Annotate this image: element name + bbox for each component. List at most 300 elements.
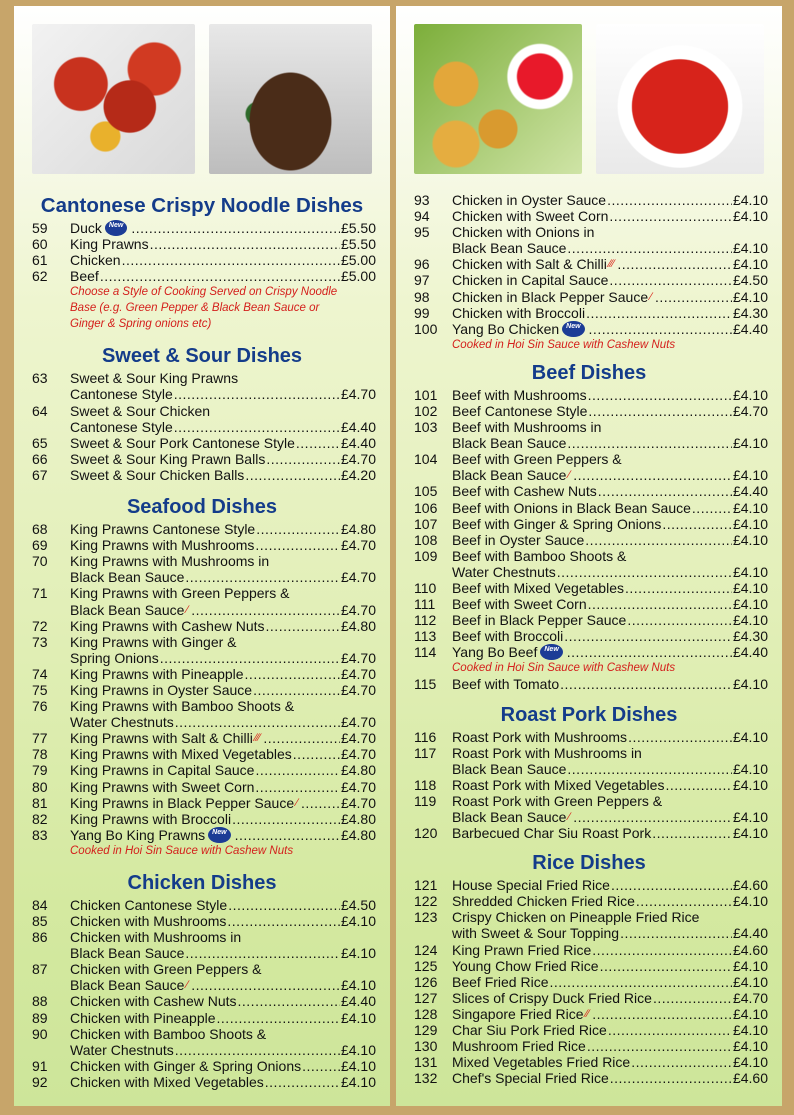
leader-dots: [567, 435, 732, 451]
item-number: 98: [414, 288, 430, 305]
item-price: £4.10: [732, 612, 768, 629]
menu-item: [410, 192, 768, 208]
item-list: [410, 192, 768, 337]
item-name: Mixed Vegetables Fried Rice: [452, 1054, 631, 1071]
item-line: [70, 762, 376, 778]
menu-item: [410, 272, 768, 288]
item-body: [452, 224, 768, 256]
item-line: [70, 1010, 376, 1026]
chilli-icon: ∕∕∕: [254, 732, 261, 745]
item-line: [452, 893, 768, 909]
item-number: 118: [414, 776, 437, 793]
item-price: £4.70: [732, 989, 768, 1006]
item-price: £4.40: [340, 993, 376, 1010]
item-body: [70, 961, 376, 993]
item-body: [70, 682, 376, 698]
item-price: £4.10: [732, 676, 768, 693]
item-price: £4.10: [732, 499, 768, 516]
leader-dots: [185, 569, 340, 585]
item-number: 77: [32, 730, 48, 747]
menu-item: [28, 403, 376, 435]
item-name: Sweet & Sour Chicken: [70, 402, 211, 419]
section-title: Beef Dishes: [531, 361, 647, 384]
menu-item: [28, 961, 376, 993]
menu-item: [410, 990, 768, 1006]
item-price: £4.10: [732, 531, 768, 548]
leader-dots: [609, 272, 732, 288]
menu-item: [28, 762, 376, 778]
item-price: £4.10: [732, 192, 768, 208]
item-name: Mushroom Fried Rice: [452, 1038, 586, 1055]
menu-item: [410, 644, 768, 660]
item-line: [70, 386, 376, 402]
item-number: 112: [414, 612, 437, 629]
item-body: [452, 612, 768, 628]
item-line: [452, 877, 768, 893]
item-body: [452, 321, 768, 337]
new-badge: New: [562, 321, 584, 337]
item-price: £4.70: [340, 386, 376, 403]
item-line: [70, 929, 376, 945]
item-line: [70, 961, 376, 977]
menu-item: [410, 596, 768, 612]
item-price: £4.10: [732, 760, 768, 777]
item-body: [70, 929, 376, 961]
menu-item: [28, 435, 376, 451]
item-price: £4.70: [340, 649, 376, 666]
chilli-icon: ∕∕: [585, 1007, 590, 1020]
menu-item: [28, 553, 376, 585]
item-price: £4.80: [340, 521, 376, 538]
item-name: King Prawns with Ginger &: [70, 633, 237, 650]
item-line: [452, 321, 768, 337]
menu-item: [410, 224, 768, 256]
item-price: £4.40: [340, 434, 376, 451]
leader-dots: [217, 1010, 340, 1026]
item-number: 61: [32, 252, 48, 269]
menu-item: [410, 825, 768, 841]
item-number: 62: [32, 268, 48, 285]
item-line: [452, 1054, 768, 1070]
leader-dots: [588, 403, 732, 419]
item-body: [452, 387, 768, 403]
item-number: 110: [414, 579, 437, 596]
item-number: 115: [414, 676, 437, 693]
menu-item: [28, 1058, 376, 1074]
item-line: [70, 370, 376, 386]
item-price: £4.70: [340, 665, 376, 682]
leader-dots: [227, 913, 340, 929]
item-number: 131: [414, 1054, 438, 1071]
item-name: Beef Cantonese Style: [452, 402, 588, 419]
item-line: [452, 958, 768, 974]
note-line: Ginger & Spring onions etc): [70, 318, 212, 331]
item-number: 86: [32, 929, 48, 946]
item-name: Crispy Chicken on Pineapple Fried Rice: [452, 909, 700, 926]
item-line: [70, 602, 376, 618]
item-body: [452, 289, 768, 305]
menu-item: [410, 289, 768, 305]
menu-item: [28, 811, 376, 827]
chilli-icon: ∕∕∕: [608, 258, 615, 271]
item-number: 102: [414, 402, 438, 419]
item-body: [70, 268, 376, 284]
menu-item: [28, 451, 376, 467]
item-number: 72: [32, 617, 48, 634]
item-list: [410, 387, 768, 661]
menu-item: [410, 909, 768, 941]
item-number: 68: [32, 521, 48, 538]
menu-item: [28, 1074, 376, 1090]
leader-dots: [585, 532, 732, 548]
item-line: [452, 1006, 768, 1022]
item-price: £4.80: [340, 762, 376, 779]
item-name: King Prawns with Sweet Corn: [70, 778, 255, 795]
menu-item: [410, 208, 768, 224]
leader-dots: [592, 1006, 732, 1022]
item-line: [452, 990, 768, 1006]
item-price: £4.10: [340, 913, 376, 929]
item-line: [70, 220, 376, 236]
leader-dots: [598, 483, 732, 499]
item-number: 100: [414, 320, 438, 337]
menu-item: [28, 585, 376, 617]
item-line: [452, 272, 768, 288]
item-price: £4.10: [732, 515, 768, 532]
item-body: [70, 236, 376, 252]
new-badge: New: [105, 220, 127, 236]
leader-dots: [607, 192, 732, 208]
leader-dots: [631, 1054, 732, 1070]
item-line: [452, 596, 768, 612]
menu-item: [28, 1026, 376, 1058]
item-price: £4.60: [732, 941, 768, 958]
item-name: King Prawns with Mixed Vegetables: [70, 746, 292, 763]
item-name: Water Chestnuts: [70, 1041, 174, 1058]
item-price: £4.10: [732, 579, 768, 596]
item-number: 106: [414, 499, 438, 516]
item-body: [452, 676, 768, 692]
item-line: [452, 793, 768, 809]
item-body: [452, 532, 768, 548]
item-body: [452, 1006, 768, 1022]
menu-item: [28, 795, 376, 811]
item-line: [70, 993, 376, 1009]
menu-item: [28, 779, 376, 795]
item-body: [70, 252, 376, 268]
leader-dots: [655, 289, 732, 305]
item-price: £4.10: [732, 1022, 768, 1039]
item-number: 89: [32, 1009, 48, 1026]
item-body: [70, 553, 376, 585]
item-number: 129: [414, 1022, 438, 1039]
item-price: £4.50: [732, 272, 768, 289]
menu-item: [410, 628, 768, 644]
menu-item: [410, 451, 768, 483]
item-body: [452, 596, 768, 612]
item-line: [70, 827, 376, 843]
item-name: King Prawns with Green Peppers &: [70, 585, 290, 602]
item-name: Beef with Mixed Vegetables: [452, 579, 624, 596]
item-name: Chicken with Broccoli: [452, 304, 586, 321]
item-name: Chef's Special Fried Rice: [452, 1070, 609, 1087]
leader-dots: [588, 387, 732, 403]
menu-item: [28, 370, 376, 402]
leader-dots: [589, 321, 732, 337]
item-body: [452, 974, 768, 990]
item-number: 66: [32, 450, 48, 467]
leader-dots: [228, 897, 340, 913]
leader-dots: [588, 596, 732, 612]
leader-dots: [263, 730, 340, 746]
item-price: £4.10: [732, 728, 768, 745]
item-body: [70, 795, 376, 811]
item-name: Beef with Broccoli: [452, 628, 564, 645]
item-name: Chicken with Cashew Nuts: [70, 993, 237, 1010]
item-body: [452, 500, 768, 516]
section-title: Seafood Dishes: [126, 496, 278, 519]
leader-dots: [191, 602, 340, 618]
item-name: Sweet & Sour Chicken Balls: [70, 466, 245, 483]
item-body: [70, 585, 376, 617]
item-line: [452, 192, 768, 208]
item-name: Roast Pork with Green Peppers &: [452, 792, 663, 809]
leader-dots: [265, 1074, 340, 1090]
item-name: Black Bean Sauce: [452, 809, 567, 825]
item-line: [452, 289, 768, 305]
leader-dots: [609, 208, 732, 224]
leader-dots: [301, 795, 340, 811]
item-price: £4.70: [340, 681, 376, 698]
item-line: [70, 977, 376, 993]
item-name: King Prawns with Salt & Chilli: [70, 730, 253, 747]
item-name: Beef Fried Rice: [452, 973, 549, 990]
item-price: £4.10: [340, 945, 376, 962]
item-price: £4.10: [340, 1009, 376, 1026]
item-price: £4.40: [732, 483, 768, 500]
item-number: 114: [414, 644, 437, 661]
leader-dots: [293, 746, 340, 762]
item-name: Slices of Crispy Duck Fried Rice: [452, 989, 652, 1006]
menu-item: [410, 256, 768, 272]
chilli-icon: ∕: [650, 290, 652, 303]
item-line: [70, 811, 376, 827]
item-name: King Prawns with Mushrooms in: [70, 553, 270, 570]
item-number: 76: [32, 698, 48, 715]
item-name: Beef with Bamboo Shoots &: [452, 547, 627, 564]
item-line: [452, 467, 768, 483]
section-sweet-sour: [28, 342, 376, 483]
item-name: Beef with Onions in Black Bean Sauce: [452, 499, 691, 516]
leader-dots: [296, 435, 340, 451]
item-number: 96: [414, 256, 430, 273]
item-line: [70, 1058, 376, 1074]
item-line: [452, 761, 768, 777]
item-price: £4.10: [732, 1038, 768, 1055]
item-line: [452, 532, 768, 548]
menu-item: [28, 913, 376, 929]
item-line: [452, 403, 768, 419]
item-number: 59: [32, 220, 48, 236]
leader-dots: [232, 811, 340, 827]
item-name: Chicken with Bamboo Shoots &: [70, 1025, 267, 1042]
leader-dots: [636, 893, 732, 909]
leader-dots: [175, 714, 340, 730]
item-body: [452, 990, 768, 1006]
chicken-balls-photo: [414, 24, 582, 174]
item-body: [452, 909, 768, 941]
item-line: [452, 256, 768, 272]
item-name: Beef: [70, 268, 99, 285]
item-line: [452, 942, 768, 958]
item-body: [70, 1010, 376, 1026]
item-line: [70, 714, 376, 730]
sweet-sour-chicken-photo: [596, 24, 764, 174]
item-body: [70, 811, 376, 827]
item-name: Beef with Mushrooms in: [452, 419, 602, 436]
menu-item: [410, 321, 768, 337]
item-line: [452, 451, 768, 467]
leader-dots: [175, 1042, 340, 1058]
menu-item: [410, 483, 768, 499]
item-name: Water Chestnuts: [452, 563, 556, 580]
leader-dots: [302, 1058, 340, 1074]
item-line: [452, 500, 768, 516]
item-list: [410, 877, 768, 1086]
item-name: House Special Fried Rice: [452, 877, 610, 894]
leader-dots: [238, 993, 340, 1009]
section-note: [28, 843, 376, 859]
item-body: [70, 827, 376, 843]
menu-item: [28, 1010, 376, 1026]
item-name: Black Bean Sauce: [70, 601, 185, 618]
item-body: [452, 1038, 768, 1054]
menu-item: [410, 1054, 768, 1070]
item-line: [452, 419, 768, 435]
menu-item: [410, 532, 768, 548]
item-number: 81: [32, 794, 48, 811]
item-number: 124: [414, 941, 438, 958]
item-name: Roast Pork with Mixed Vegetables: [452, 776, 665, 793]
item-name: Cantonese Style: [70, 386, 173, 403]
item-line: [70, 1074, 376, 1090]
leader-dots: [245, 467, 340, 483]
item-list-after: [410, 676, 768, 692]
menu-item: [28, 220, 376, 236]
leader-dots: [185, 945, 340, 961]
item-number: 91: [32, 1057, 48, 1074]
item-price: £4.10: [732, 386, 768, 403]
note-line: Cooked in Hoi Sin Sauce with Cashew Nuts: [452, 338, 676, 351]
item-body: [70, 521, 376, 537]
item-price: £4.40: [732, 644, 768, 661]
item-name: Chicken Cantonese Style: [70, 896, 228, 913]
item-number: 63: [32, 370, 48, 387]
section-chicken: [28, 869, 376, 1090]
chilli-icon: ∕: [296, 796, 298, 809]
item-name: Chicken in Oyster Sauce: [452, 192, 607, 208]
item-number: 119: [414, 792, 437, 809]
item-price: £4.10: [732, 825, 768, 842]
item-body: [452, 256, 768, 272]
item-name: Yang Bo King Prawns: [70, 826, 206, 843]
item-line: [452, 729, 768, 745]
item-price: £4.70: [340, 778, 376, 795]
leader-dots: [131, 220, 340, 236]
item-name: Black Bean Sauce: [452, 467, 567, 484]
item-list: [28, 521, 376, 843]
item-price: £5.00: [340, 268, 376, 285]
menu-item: [410, 516, 768, 532]
item-name: Beef with Ginger & Spring Onions: [452, 515, 662, 532]
leader-dots: [625, 580, 732, 596]
section-title: Roast Pork Dishes: [500, 703, 678, 726]
item-line: [70, 666, 376, 682]
menu-item: [410, 958, 768, 974]
item-body: [452, 580, 768, 596]
menu-item: [410, 1038, 768, 1054]
note-line: Choose a Style of Cooking Served on Crispy Noodle: [70, 286, 338, 299]
item-body: [452, 1054, 768, 1070]
menu-item: [28, 252, 376, 268]
item-number: 107: [414, 515, 438, 532]
item-name: Chicken with Ginger & Spring Onions: [70, 1057, 302, 1074]
item-number: 125: [414, 957, 438, 974]
item-line: [70, 1042, 376, 1058]
leader-dots: [191, 977, 340, 993]
item-name: Black Bean Sauce: [70, 569, 185, 586]
menu-item: [28, 698, 376, 730]
item-name: Chicken with Pineapple: [70, 1009, 216, 1026]
leader-dots: [564, 628, 732, 644]
menu-item: [28, 634, 376, 666]
item-price: £4.70: [340, 450, 376, 467]
leader-dots: [255, 537, 340, 553]
item-line: [70, 252, 376, 268]
item-name: Chicken: [70, 252, 121, 269]
item-number: 65: [32, 434, 48, 451]
leader-dots: [253, 682, 340, 698]
item-price: £4.60: [732, 1070, 768, 1087]
leader-dots: [256, 521, 340, 537]
item-price: £4.10: [732, 435, 768, 452]
item-list: [410, 729, 768, 842]
leader-dots: [653, 990, 732, 1006]
section-cantonese: [28, 192, 376, 332]
leader-dots: [174, 386, 340, 402]
item-number: 67: [32, 466, 48, 483]
leader-dots: [245, 666, 340, 682]
menu-item: [410, 612, 768, 628]
menu-item: [28, 897, 376, 913]
item-line: [70, 268, 376, 284]
menu-item: [410, 419, 768, 451]
item-body: [70, 746, 376, 762]
menu-item: [410, 580, 768, 596]
item-number: 74: [32, 665, 48, 682]
section-title: Rice Dishes: [532, 852, 646, 875]
item-line: [452, 1022, 768, 1038]
item-number: 120: [414, 825, 438, 842]
item-line: [70, 897, 376, 913]
item-name: King Prawns with Mushrooms: [70, 537, 255, 554]
leader-dots: [620, 925, 732, 941]
item-line: [70, 1026, 376, 1042]
section-title: Chicken Dishes: [127, 871, 277, 894]
item-body: [70, 913, 376, 929]
item-number: 79: [32, 762, 48, 779]
item-name: Black Bean Sauce: [452, 760, 567, 777]
